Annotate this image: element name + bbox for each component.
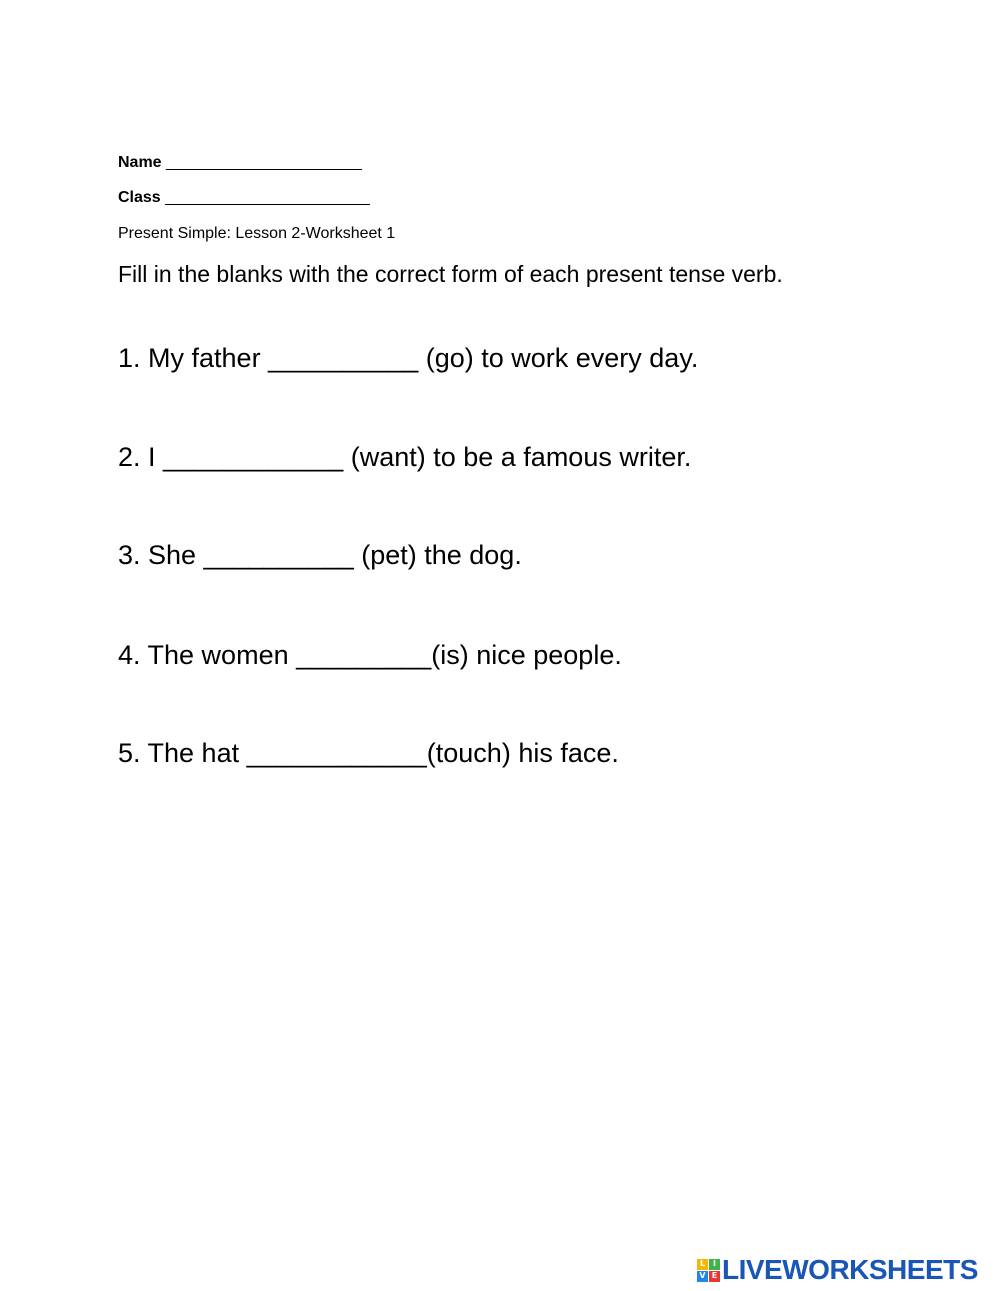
brand-name: LIVEWORKSHEETS <box>722 1254 978 1285</box>
question-4[interactable]: 4. The women _________(is) nice people. <box>118 640 622 670</box>
logo-mark-icon <box>697 1259 720 1282</box>
question-5[interactable]: 5. The hat ____________(touch) his face. <box>118 738 619 768</box>
logo-letter-v: V <box>697 1271 708 1282</box>
logo-letter-e: E <box>709 1271 720 1282</box>
class-label: Class <box>118 189 161 206</box>
question-3[interactable]: 3. She __________ (pet) the dog. <box>118 540 522 570</box>
instructions: Fill in the blanks with the correct form of each present tense verb. <box>118 261 783 287</box>
logo-letter-l: L <box>697 1259 708 1270</box>
class-blank[interactable]: _______________________ <box>165 189 370 206</box>
liveworksheets-logo <box>697 1253 978 1287</box>
name-label: Name <box>118 154 162 171</box>
logo-letter-i: I <box>709 1259 720 1270</box>
name-field[interactable] <box>118 154 362 172</box>
question-1[interactable]: 1. My father __________ (go) to work every day. <box>118 343 699 373</box>
class-field[interactable] <box>118 189 370 207</box>
question-2[interactable]: 2. I ____________ (want) to be a famous writer. <box>118 442 692 472</box>
name-blank[interactable]: ______________________ <box>166 154 362 171</box>
worksheet-subtitle: Present Simple: Lesson 2-Worksheet 1 <box>118 225 396 242</box>
